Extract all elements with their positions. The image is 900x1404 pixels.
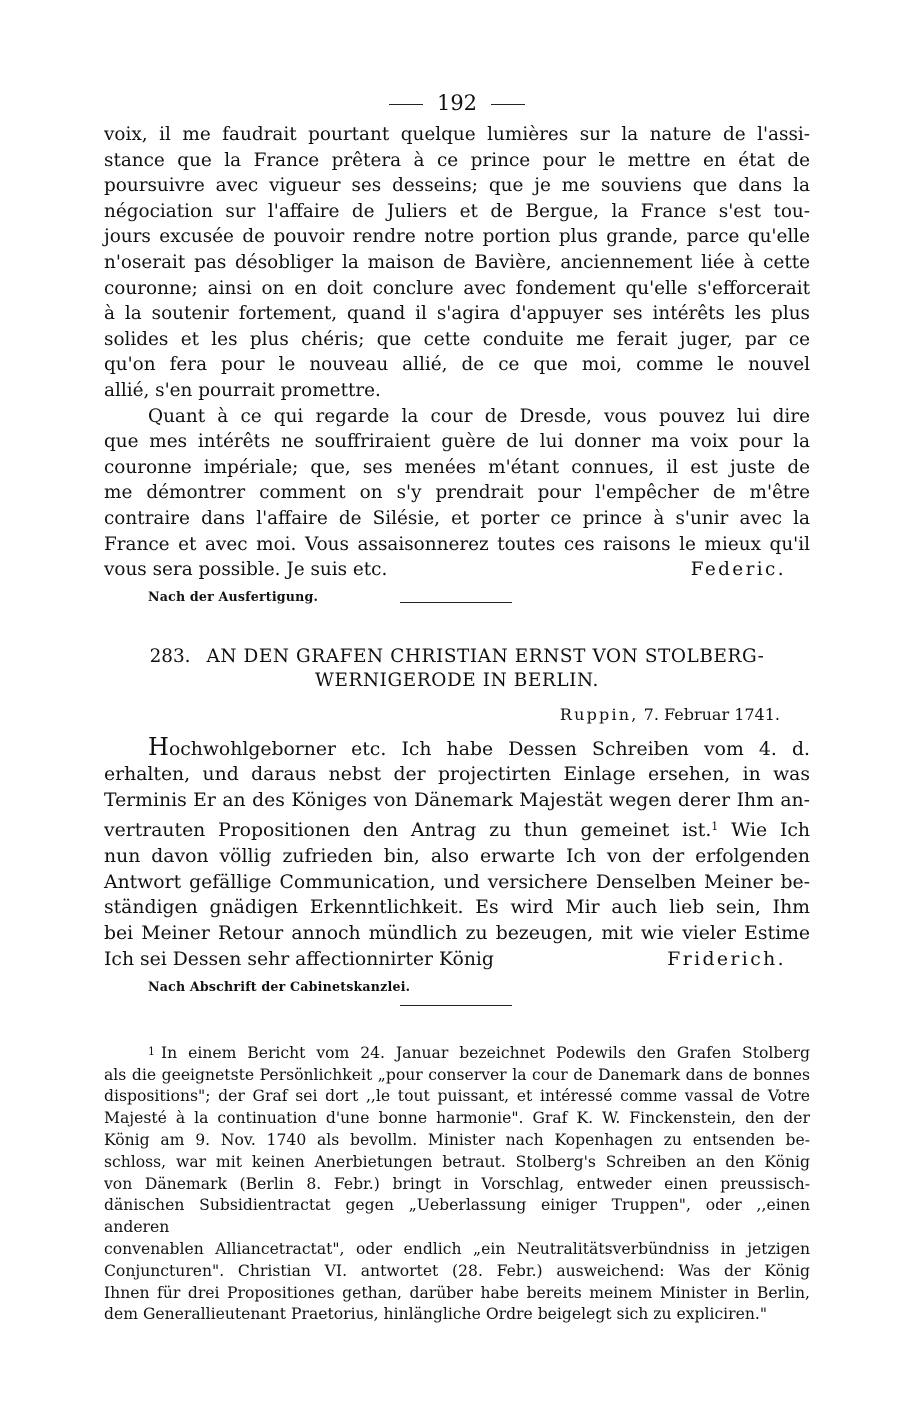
text-line: Hochwohlgeborner etc. Ich habe Dessen Schreiben vom 4. d. xyxy=(148,732,810,761)
header-rule-left xyxy=(389,104,423,105)
text-line: solides et les plus chéris; que cette conduite me ferait juger, par ce xyxy=(104,328,810,350)
text-line: Quant à ce qui regarde la cour de Dresde, vous pouvez lui dire xyxy=(148,405,810,427)
closing-text: vous sera possible. Je suis etc. xyxy=(104,559,388,581)
footnote-line: dem Generallieutenant Praetorius, hinlängliche Ordre beigelegt sich zu expliciren." xyxy=(104,1305,768,1324)
text-line: allié, s'en pourrait promettre. xyxy=(104,379,381,401)
place: Ruppin, xyxy=(559,704,639,724)
text-line: que mes intérêts ne souffriraient guère de lui donner ma voix pour la xyxy=(104,431,810,453)
source-row-1 xyxy=(104,583,810,611)
section-divider xyxy=(400,602,512,603)
footnote-marker: 1 xyxy=(148,1044,155,1058)
header-rule-right xyxy=(491,104,525,105)
heading-line-2: WERNIGERODE IN BERLIN. xyxy=(314,669,599,691)
footnote-line: dispositions"; der Graf sei dort ,,le tout puissant, et intéressé comme vassal de Votre xyxy=(104,1087,810,1106)
footnote-line: von Dänemark (Berlin 8. Febr.) bringt in Vorschlag, entweder einen preussisch- xyxy=(104,1174,810,1193)
signature-friderich: Friderich. xyxy=(667,949,786,971)
footnote-divider xyxy=(400,1005,512,1006)
text-line: négociation sur l'affaire de Juliers et de Bergue, la France s'est tou- xyxy=(104,200,810,222)
text-line: voix, il me faudrait pourtant quelque lumières sur la nature de l'assi- xyxy=(104,124,810,145)
text-line: erhalten, und daraus nebst der projectirten Einlage ersehen, in was xyxy=(104,764,810,786)
text-line: jours excusée de pouvoir rendre notre portion plus grande, parce qu'elle xyxy=(104,226,810,248)
text-line: bei Meiner Retour annoch mündlich zu bezeugen, mit wie vieler Estime xyxy=(104,923,810,945)
footnote-line: 1 In einem Bericht vom 24. Januar bezeichnet Podewils den Grafen Stolberg xyxy=(148,1043,810,1062)
document-page xyxy=(104,88,810,1326)
source-note: Nach Abschrift der Cabinetskanzlei. xyxy=(148,978,411,994)
page-number: 192 xyxy=(436,91,478,115)
text-line: vertrauten Propositionen den Antrag zu thun gemeinet ist.$^1$ Wie Ich xyxy=(104,820,810,842)
footnote-reference[interactable]: 1 xyxy=(711,820,719,834)
text-line: me démontrer comment on s'y prendrait pour l'empêcher de m'être xyxy=(104,482,810,504)
text-line: Terminis Er an des Königes von Dänemark Majestät wegen derer Ihm an- xyxy=(104,790,810,812)
text-line: couronne; ainsi on en doit conclure avec fondement qu'elle s'efforcerait xyxy=(104,277,810,299)
heading-line-1 xyxy=(104,645,810,669)
footnote-1 xyxy=(104,1041,810,1326)
footnote-line: König am 9. Nov. 1740 als bevollm. Minister nach Kopenhagen zu entsenden be- xyxy=(104,1131,810,1150)
footnotes xyxy=(104,1041,810,1326)
footnote-line: Ihnen für drei Propositiones gethan, darüber habe bereits meinem Minister in Berlin, xyxy=(104,1283,810,1302)
text-line: couronne impériale; que, ses menées m'étant connues, il est juste de xyxy=(104,456,810,478)
text-line: contraire dans l'affaire de Silésie, et porter ce prince à s'unir avec la xyxy=(104,507,810,529)
closing-row-1 xyxy=(104,557,810,583)
footnote-line: als die geeignetste Persönlichkeit „pour conserver la cour de Danemark dans de bonnes xyxy=(104,1065,810,1084)
letter-body xyxy=(104,732,810,947)
source-row-2 xyxy=(104,973,810,1017)
date: 7. Februar 1741. xyxy=(643,704,780,724)
paragraph-2 xyxy=(104,404,810,558)
text-line: poursuivre avec vigueur ses desseins; que je me souviens que dans la xyxy=(104,175,810,197)
closing-row-2 xyxy=(104,947,810,973)
text-line: qu'on fera pour le nouveau allié, de ce que moi, comme le nouvel xyxy=(104,354,810,376)
footnote-line: Conjuncturen". Christian VI. antwortet (28. Febr.) ausweichend: Was der König xyxy=(104,1261,810,1280)
place-date xyxy=(104,703,780,727)
signature-federic: Federic. xyxy=(690,559,786,581)
text-line: à la soutenir fortement, quand il s'agira d'appuyer ses intérêts les plus xyxy=(104,303,810,325)
letter-number: 283. xyxy=(149,645,191,667)
text-line: n'oserait pas désobliger la maison de Bavière, anciennement liée à cette xyxy=(104,251,810,273)
initial-letter: H xyxy=(148,732,169,761)
closing-text: Ich sei Dessen sehr affectionnirter König xyxy=(104,949,494,971)
footnote-line: schloss, war mit keinen Anerbietungen betraut. Stolberg's Schreiben an den König xyxy=(104,1152,810,1171)
footnote-line: Majesté à la continuation d'une bonne harmonie". Graf K. W. Finckenstein, den der xyxy=(104,1109,810,1128)
text-line: France et avec moi. Vous assaisonnerez toutes ces raisons le mieux qu'il xyxy=(104,533,810,555)
footnote-line: dänischen Subsidientractat gegen „Ueberlassung einiger Truppen", oder ,,einen anderen xyxy=(104,1196,810,1237)
footnote-line: convenablen Alliancetractat", oder endlich „ein Neutralitätsverbündniss in jetzigen xyxy=(104,1240,810,1259)
text-line: nun davon völlig zufrieden bin, also erwarte Ich von der erfolgenden xyxy=(104,845,810,867)
text-line: stance que la France prêtera à ce prince pour le mettre en état de xyxy=(104,149,810,171)
heading-text-1: AN DEN GRAFEN CHRISTIAN ERNST VON STOLBERG- xyxy=(206,645,765,667)
page-header xyxy=(104,88,810,118)
source-note: Nach der Ausfertigung. xyxy=(148,588,319,604)
letter-heading xyxy=(104,645,810,693)
text-line: ständigen gnädigen Erkenntlichkeit. Es wird Mir auch lieb sein, Ihm xyxy=(104,897,810,919)
text-line: Antwort gefällige Communication, und versichere Denselben Meiner be- xyxy=(104,871,810,893)
paragraph-1 xyxy=(104,122,810,404)
